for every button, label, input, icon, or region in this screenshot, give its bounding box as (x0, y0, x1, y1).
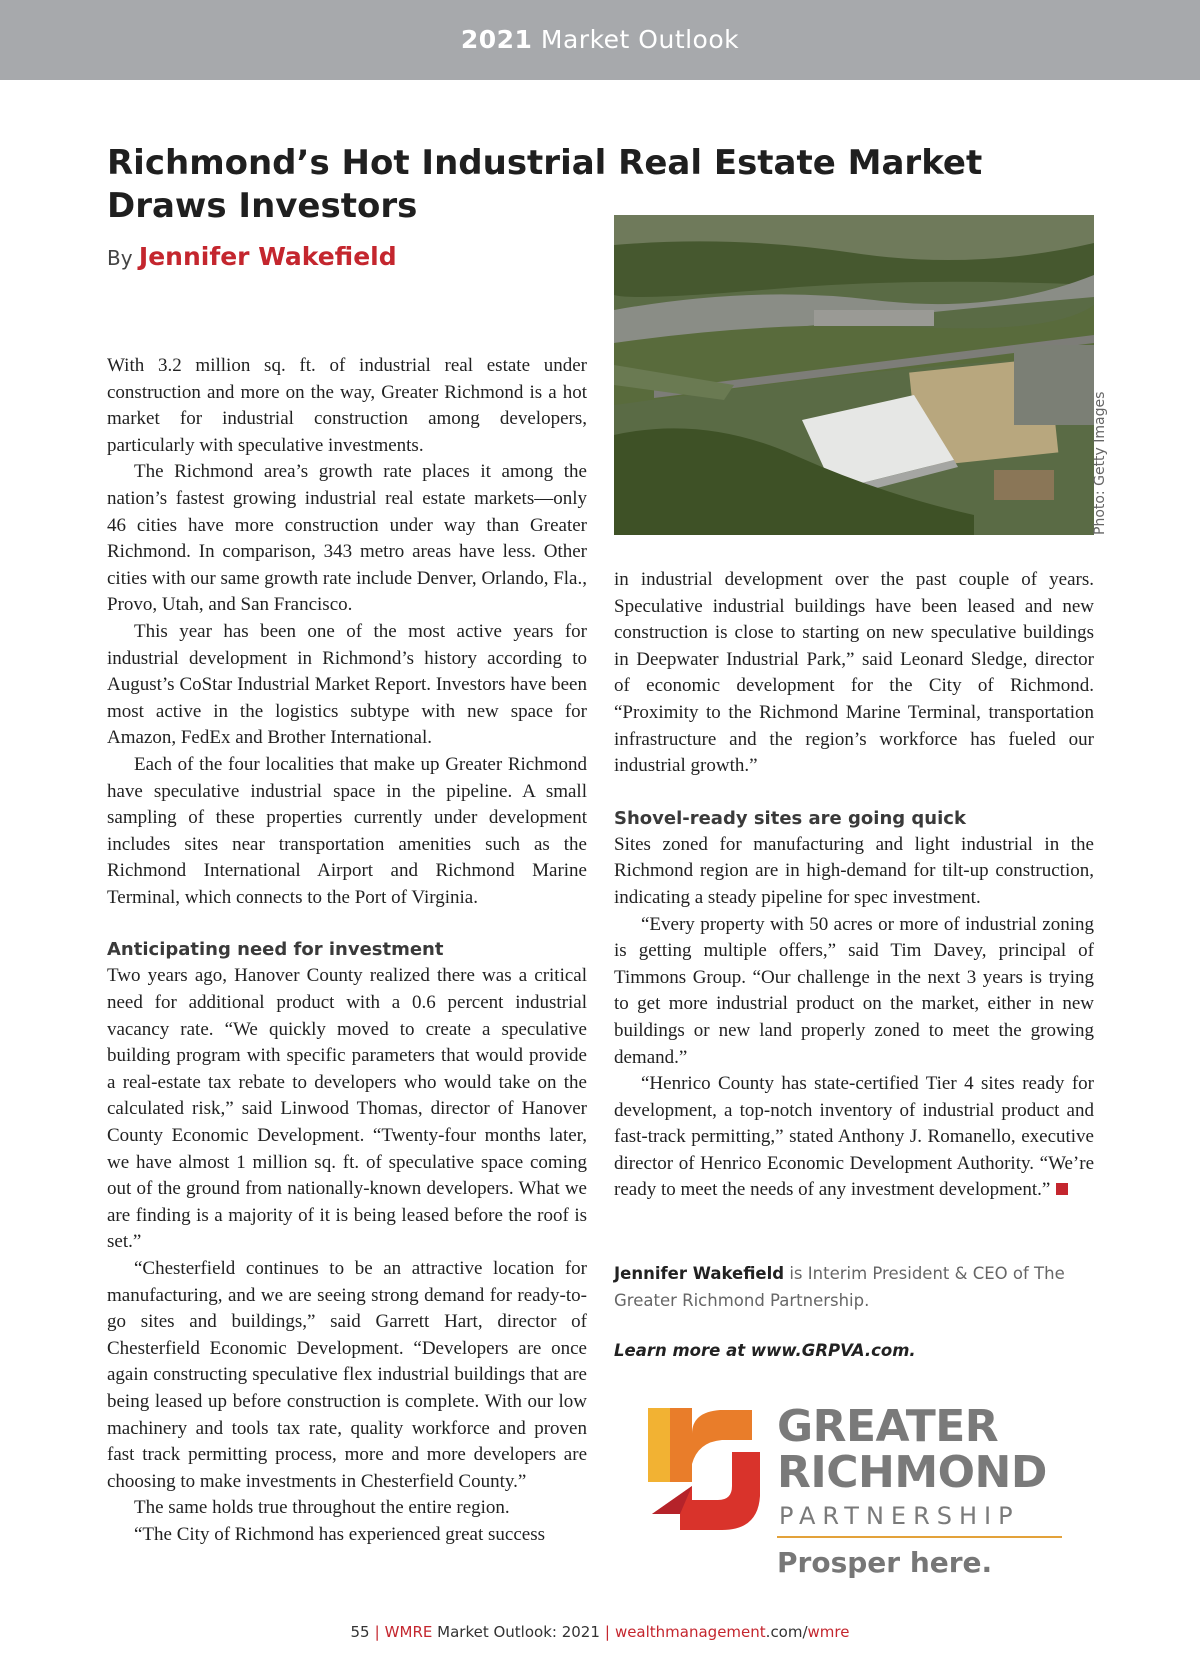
header-label: Market Outlook (540, 25, 740, 54)
grp-logo-mark-icon (640, 1404, 765, 1534)
logo-divider (777, 1536, 1062, 1538)
byline (107, 242, 397, 271)
aerial-photo-image (614, 215, 1094, 535)
footer-publication: Market Outlook: 2021 (437, 1623, 600, 1641)
body-paragraph: Sites zoned for manufacturing and light industrial in the Richmond region are in high-demand for tilt-up construction, indicating a steady pipeline for spec investment. (614, 833, 1094, 908)
body-paragraph: Each of the four localities that make up Greater Richmond have speculative industrial space in the pipeline. A small sampling of these properties currently under development includes sites near transportation amenities such as the Richmond International Airport and Richmond Marine Terminal, which connects to the Port of Virginia. (107, 753, 587, 908)
learn-more-link[interactable]: Learn more at www.GRPVA.com. (614, 1341, 916, 1360)
byline-prefix: By (107, 246, 133, 270)
body-paragraph: With 3.2 million sq. ft. of industrial real estate under construction and more on the way, Greater Richmond is a hot market for industrial construction among developers, particularly with speculative investments. (107, 355, 587, 456)
subheading-investment: Anticipating need for investment (107, 939, 444, 961)
byline-author: Jennifer Wakefield (138, 242, 397, 271)
body-paragraph: The same holds true throughout the entire region. (134, 1497, 510, 1519)
subheading-shovel-ready: Shovel-ready sites are going quick (614, 807, 966, 829)
right-column (614, 567, 1094, 1204)
aerial-photo (614, 215, 1094, 535)
body-paragraph: “Every property with 50 acres or more of industrial zoning is getting multiple offers,” said Tim Davey, principal of Timmons Group. “Our challenge in the next 3 years is trying to get more industrial product on the market, either in new buildings or new land properly zoned to meet the growing demand.” (614, 913, 1094, 1068)
footer-brand: WMRE (384, 1623, 433, 1641)
logo-tagline: Prosper here. (777, 1546, 993, 1579)
body-paragraph: “The City of Richmond has experienced great success (134, 1523, 545, 1545)
header-year: 2021 (460, 25, 533, 54)
footer-site-domain[interactable]: .com/ (765, 1623, 808, 1641)
author-bio (614, 1260, 1094, 1314)
logo-line-greater: GREATER (777, 1401, 999, 1452)
photo-credit: Photo: Getty Images (1092, 391, 1108, 535)
article-title: Richmond’s Hot Industrial Real Estate Market Draws Investors (107, 143, 983, 226)
header-banner (0, 0, 1200, 80)
page-footer: 55 | WMRE Market Outlook: 2021 | wealthmanagement.com/wmre (350, 1623, 850, 1641)
body-paragraph-text: “Henrico County has state-certified Tier 4 sites ready for development, a top-notch inventory of industrial product and fast-track permitting,” stated Anthony J. Romanello, executive director of Henrico Economic Development Authority. “We’re ready to meet the needs of any investment development.” (614, 1073, 1094, 1201)
grp-logo (640, 1398, 1070, 1583)
bio-name: Jennifer Wakefield (614, 1264, 785, 1283)
footer-site-path[interactable]: wmre (807, 1623, 850, 1641)
body-paragraph: Two years ago, Hanover County realized there was a critical need for additional product with a 0.6 percent industrial vacancy rate. “We quickly moved to create a speculative building program with specific parameters that would provide a real-estate tax rebate to developers who would take on the calculated risk,” said Linwood Thomas, director of Hanover County Economic Development. “Twenty-four months later, we have almost 1 million sq. ft. of speculative space coming out of the ground from nationally-known developers. What we are finding is a majority of it is being leased before the roof is set.” (107, 965, 587, 1253)
body-paragraph (614, 1071, 1094, 1204)
bio-text: is Interim President & CEO of The Greater Richmond Partnership. (614, 1264, 1065, 1310)
body-paragraph: “Chesterfield continues to be an attractive location for manufacturing, and we are seeing strong demand for ready-to-go sites and buildings,” said Garrett Hart, director of Chesterfield Economic Development. “Developers are once again constructing speculative flex industrial buildings that are being leased up before construction is complete. With our low machinery and tools tax rate, quality workforce and proven fast track permitting process, more and more developers are choosing to make investments in Chesterfield County.” (107, 1258, 587, 1492)
body-paragraph: This year has been one of the most active years for industrial development in Richmond’s history according to August’s CoStar Industrial Market Report. Investors have been most active in the logistics subtype with new space for Amazon, FedEx and Brother International. (107, 620, 587, 749)
logo-line-partnership: PARTNERSHIP (779, 1502, 1020, 1530)
body-paragraph: in industrial development over the past couple of years. Speculative industrial buildings have been leased and new construction is close to starting on new speculative buildings in Deepwater Industrial Park,” said Leonard Sledge, director of economic development for the City of Richmond. “Proximity to the Richmond Marine Terminal, transportation infrastructure and the region’s workforce has fueled our industrial growth.” (614, 569, 1094, 777)
end-mark-icon (1056, 1183, 1068, 1195)
page-number: 55 (350, 1623, 370, 1641)
left-column (107, 353, 587, 1549)
logo-line-richmond: RICHMOND (777, 1447, 1047, 1498)
footer-site-name[interactable]: wealthmanagement (614, 1623, 766, 1641)
body-paragraph: The Richmond area’s growth rate places it among the nation’s fastest growing industrial real estate markets—only 46 cities have more construction under way than Greater Richmond. In comparison, 343 metro areas have less. Other cities with our same growth rate include Denver, Orlando, Fla., Provo, Utah, and San Francisco. (107, 461, 587, 616)
